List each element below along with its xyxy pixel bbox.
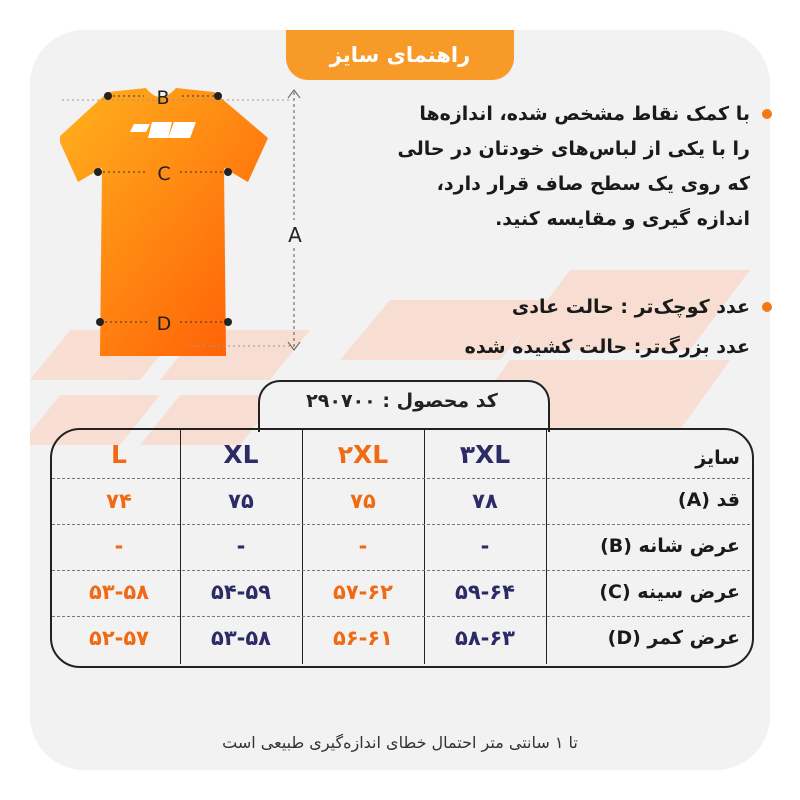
row-label-height: قد (A) [677,489,740,511]
note-stretched: عدد بزرگ‌تر: حالت کشیده شده [464,336,750,358]
row-divider [52,478,750,479]
table-cell: - [114,534,124,558]
table-cell: ۷۸ [472,489,498,513]
size-header-2xl: ۲XL [337,440,389,469]
instruction-line: را با یکی از لباس‌های خودتان در حالی [397,138,750,160]
table-cell: ۵۳-۵۸ [89,580,149,604]
stretch-note [330,287,750,367]
note-normal: عدد کوچک‌تر : حالت عادی [511,296,750,318]
product-code: کد محصول : ۲۹۰۷۰۰ [306,390,498,412]
page-title: راهنمای سایز [286,30,514,80]
table-cell: ۵۶-۶۱ [333,626,393,650]
table-cell: - [236,534,246,558]
bullet-icon [762,109,772,119]
measure-label-b: B [156,87,170,109]
table-cell: ۵۴-۵۹ [211,580,271,604]
size-header-xl: XL [223,440,259,469]
row-divider [52,524,750,525]
row-label-waist: عرض کمر (D) [607,627,740,649]
row-divider [52,570,750,571]
table-cell: ۵۷-۶۲ [333,580,393,604]
measurement-error-note: تا ۱ سانتی متر احتمال خطای اندازه‌گیری طبیعی است [222,733,578,752]
column-divider [546,430,547,664]
measure-label-c: C [157,163,171,185]
bullet-icon [762,302,772,312]
row-label-shoulder: عرض شانه (B) [600,535,740,557]
instruction-line: با کمک نقاط مشخص شده، اندازه‌ها [419,103,750,125]
table-cell: ۵۹-۶۴ [455,580,515,604]
table-cell: - [480,534,490,558]
instructions-paragraph [330,97,750,237]
size-header-3xl: ۳XL [459,440,511,469]
table-cell: ۷۴ [106,489,132,513]
row-label-chest: عرض سینه (C) [599,581,740,603]
table-cell: ۷۵ [228,489,254,513]
measure-label-d: D [156,313,172,335]
instruction-line: اندازه گیری و مقایسه کنید. [495,208,750,230]
row-divider [52,616,750,617]
measure-label-a: A [288,223,302,247]
header-size-label: سایز [695,447,740,469]
table-cell: ۵۸-۶۳ [455,626,515,650]
table-cell: - [358,534,368,558]
size-header-l: L [111,440,127,469]
table-cell: ۵۲-۵۷ [89,626,149,650]
tshirt-diagram [60,80,320,370]
table-cell: ۷۵ [350,489,376,513]
instruction-line: که روی یک سطح صاف قرار دارد، [436,173,750,195]
table-cell: ۵۳-۵۸ [211,626,271,650]
